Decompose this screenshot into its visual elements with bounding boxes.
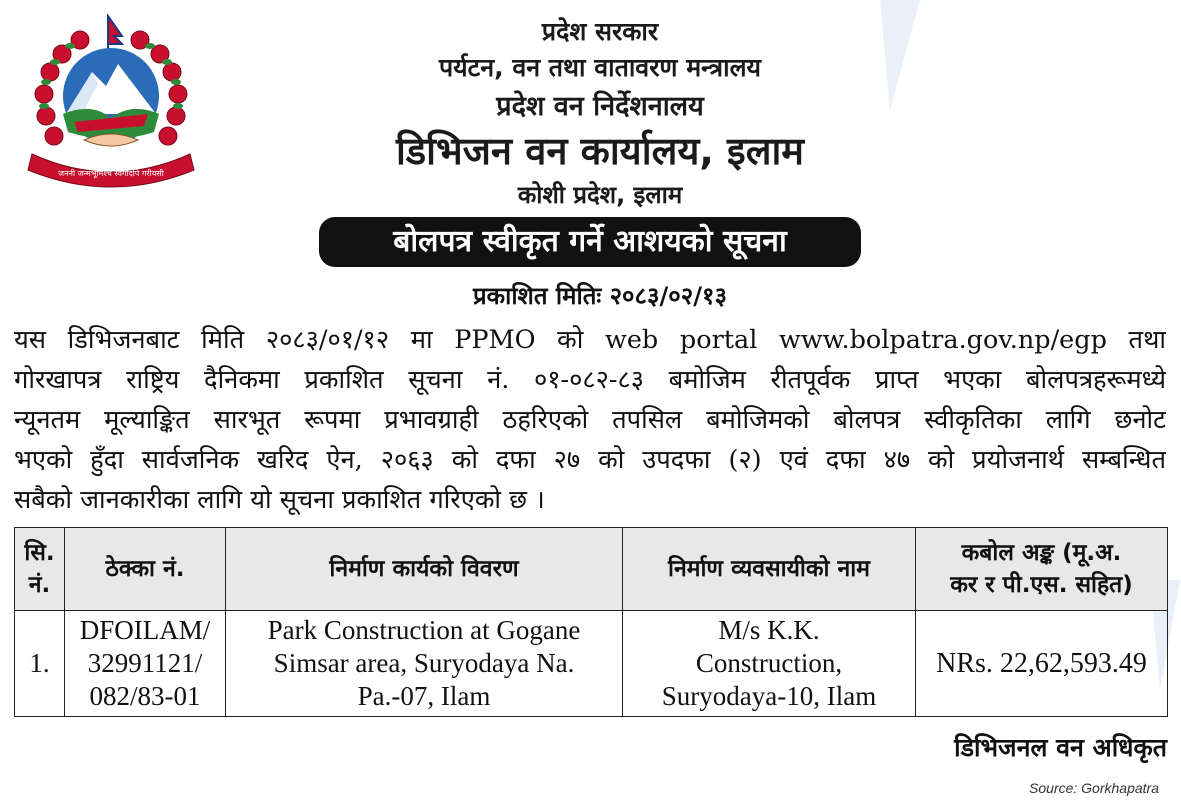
column-header-contractor: निर्माण व्यवसायीको नाम (623, 528, 916, 611)
cell-amount: NRs. 22,62,593.49 (916, 611, 1168, 717)
notice-body-line: गोरखापत्र राष्ट्रिय दैनिकमा प्रकाशित सूचना नं. ०१-०८२-८३ बमोजिम रीतपूर्वक प्राप्त भएका बोलपत्रहरूमध्ये (14, 365, 1166, 395)
notice-body-line: यस डिभिजनबाट मिति २०८३/०१/१२ मा PPMO को web portal www.bolpatra.gov.np/egp तथा (14, 325, 1166, 355)
published-date: प्रकाशित मितिः २०८३/०२/१३ (473, 282, 727, 310)
province-government-heading: प्रदेश सरकार (541, 17, 659, 46)
cell-contractor (623, 611, 916, 717)
cell-text: Park Construction at Gogane (267, 615, 581, 645)
column-header-amount (916, 528, 1168, 611)
cell-text: Pa.-07, Ilam (357, 681, 491, 711)
cell-serial: 1. (15, 611, 65, 717)
table-header-row (15, 528, 1168, 611)
notice-body-line: भएको हुँदा सार्वजनिक खरिद ऐन, २०६३ को दफा २७ को उपदफा (२) एवं दफा ४७ को प्रयोजनार्थ सम्बन्धित (14, 445, 1166, 475)
header-text: नं. (28, 572, 51, 598)
emblem-motto: जननी जन्मभूमिश्च स्वर्गादपि गरीयसी (58, 169, 164, 178)
header-text: सि. (24, 540, 55, 566)
cell-contract-no (65, 611, 226, 717)
column-header-description: निर्माण कार्यको विवरण (226, 528, 623, 611)
source-credit: Source: Gorkhapatra (1029, 780, 1159, 796)
notice-title-banner: बोलपत्र स्वीकृत गर्ने आशयको सूचना (319, 217, 861, 267)
header-text: कबोल अङ्क (मू.अ. (961, 540, 1122, 566)
header-text: कर र पी.एस. सहित) (950, 572, 1133, 598)
cell-text: M/s K.K. (718, 615, 820, 645)
notice-body-line: सबैको जानकारीका लागि यो सूचना प्रकाशित गरिएको छ । (14, 485, 545, 515)
cell-text: Construction, (695, 648, 843, 678)
cell-text: 32991121/ (87, 648, 203, 678)
cell-description (226, 611, 623, 717)
column-header-contract-no: ठेक्का नं. (65, 528, 226, 611)
nepal-government-emblem-icon (22, 14, 206, 198)
notice-body-line: न्यूनतम मूल्याङ्कित सारभूत रूपमा प्रभावग्राही ठहरिएको तपसिल बमोजिमको बोलपत्र स्वीकृतिका लागि छनोट (14, 405, 1166, 435)
table-row (15, 611, 1168, 717)
cell-text: DFOILAM/ (79, 615, 211, 645)
directorate-heading: प्रदेश वन निर्देशनालय (496, 91, 704, 122)
office-title: डिभिजन वन कार्यालय, इलाम (395, 129, 805, 173)
cell-text: Suryodaya-10, Ilam (661, 681, 877, 711)
ministry-heading: पर्यटन, वन तथा वातावरण मन्त्रालय (438, 53, 762, 82)
cell-text: Simsar area, Suryodaya Na. (273, 648, 575, 678)
column-header-serial (15, 528, 65, 611)
office-location: कोशी प्रदेश, इलाम (517, 181, 683, 209)
cell-text: 082/83-01 (89, 681, 201, 711)
signature-designation: डिभिजनल वन अधिकृत (954, 733, 1167, 762)
bid-award-table (14, 527, 1168, 717)
